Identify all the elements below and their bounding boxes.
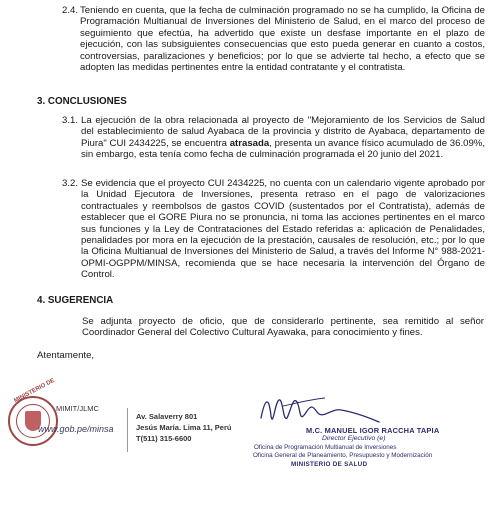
signatory-ministry: MINISTERIO DE SALUD — [291, 461, 368, 468]
document-reference: MIMIT/JLMC — [56, 404, 99, 413]
heading-sugerencia: 4. SUGERENCIA — [37, 295, 114, 306]
signatory-name: M.C. MANUEL IGOR RACCHA TAPIA — [306, 426, 440, 435]
paragraph-3-2: Se evidencia que el proyecto CUI 2434225, no cuenta con un calendario vigente aprobado por la Unidad Ejecutora de Inversiones, presenta retraso en el pago de valorizaciones contractuales y reembolsos de gastos COVID (sustentados por el Contratista), además de establecer que el GORE Piura no se pronuncia, ni toma las acciones pertinentes en el marco sus funciones y la Ley de Contrataciones del Estado referidas a: aplicación de Penalidades, penalidades por mora en la ejecución de la prestación, causales de resolución, etc.; por lo que la Oficina Multianual de Inversiones del Ministerio de Salud, a través del Informe N° 988-2021-OPMI-OGPPM/MINSA, recomienda que se hace necesaria la intervención del Órgano de Control. — [81, 178, 485, 281]
section-number-2-4: 2.4. — [62, 5, 79, 16]
website-link[interactable]: www.gob.pe/minsa — [38, 424, 114, 434]
closing-salutation: Atentamente, — [37, 350, 95, 361]
paragraph-3-1-text-after: , presenta un avance físico acumulado de 36.09%, sin embargo, esta tenía como fecha de culminación programada el 20 junio del 2021. — [81, 137, 485, 161]
paragraph-sugerencia: Se adjunta proyecto de oficio, que de considerarlo pertinente, sea remitido al señor Coordinador General del Colectivo Cultural Ayawaka, para conocimiento y fines. — [82, 316, 484, 339]
status-atrasada: atrasada — [229, 137, 270, 149]
paragraph-3-1-text-before: La ejecución de la obra relacionada al proyecto de "Mejoramiento de los Servicios de Salud del establecimiento de salud Ayabaca de la provincia y distrito de Ayabaca, departamento de Piura" CUI 2434225, se encuentra — [81, 115, 485, 149]
footer-address — [136, 411, 231, 444]
ministry-seal-stamp — [8, 377, 58, 446]
footer-divider — [127, 408, 128, 452]
address-line-2: Jesús María. Lima 11, Perú — [136, 423, 232, 432]
signatory-role: Director Ejecutivo (e) — [322, 435, 386, 442]
address-line-3: T(511) 315-6600 — [136, 434, 192, 443]
address-line-1: Av. Salaverry 801 — [136, 412, 198, 421]
section-number-3-2: 3.2. — [62, 178, 79, 189]
heading-conclusiones: 3. CONCLUSIONES — [37, 96, 127, 107]
paragraph-3-1 — [81, 115, 485, 161]
signatory-office-2: Oficina General de Planeamiento, Presupuesto y Modernización — [253, 452, 433, 459]
stamp-text: MINISTERIO DE — [13, 377, 56, 405]
signatory-office-1: Oficina de Programación Multianual de Inversiones — [254, 444, 397, 451]
paragraph-2-4: Teniendo en cuenta, que la fecha de culminación programado no se ha cumplido, la Oficina de Programación Multianual de Inversiones del Ministerio de Salud, en el marco del proceso de seguimiento que efectúa, ha advertido que existe un desfase importante en el plazo de ejecución, con las subsiguientes consecuencias que esto pueda generar en cuanto a costos, controversias, paralizaciones y beneficios; por lo que se advierte tal hecho, a efecto que se adopten las medidas pertinentes entre la entidad contratante y el contratista. — [80, 5, 485, 74]
section-number-3-1: 3.1. — [62, 115, 79, 126]
